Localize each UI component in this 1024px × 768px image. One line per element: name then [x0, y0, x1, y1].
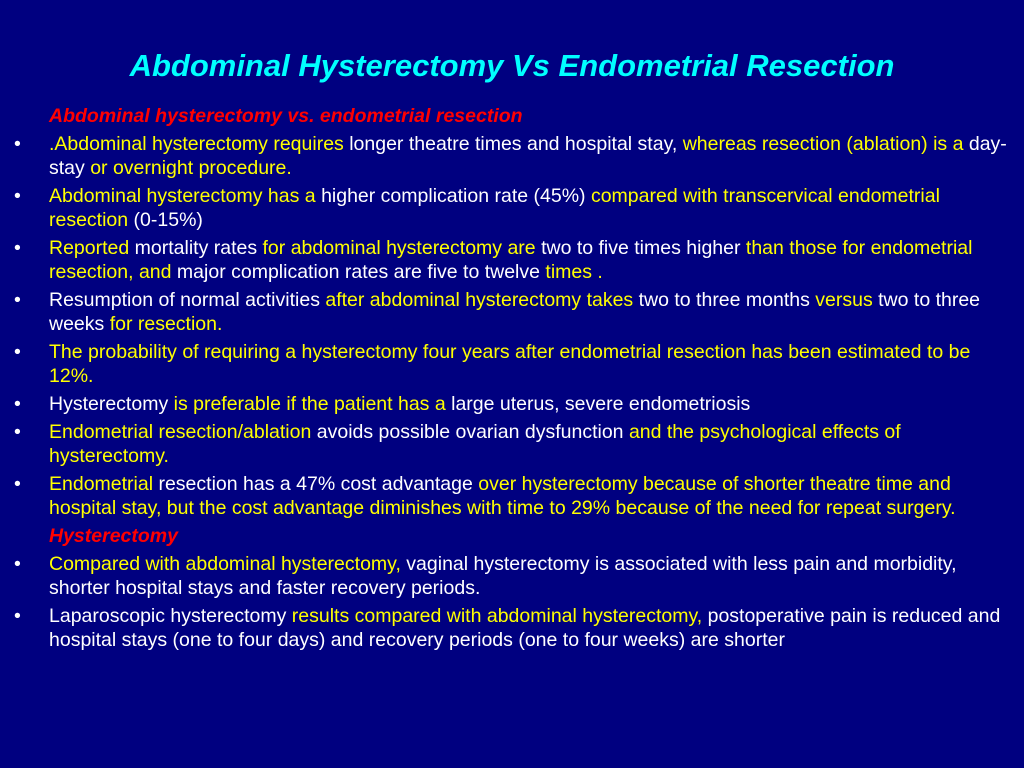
bullet-text-segment: postoperative pain is reduced and hospital stays (one to four days) and recovery periods (one to four weeks) are shorter: [49, 605, 1001, 651]
bullet-text-segment: Resumption of normal activities: [49, 289, 326, 311]
bullet-text-segment: Compared with abdominal hysterectomy,: [49, 553, 407, 575]
bullet-item: [14, 340, 1014, 388]
bullet-text-segment: Laparoscopic hysterectomy: [49, 605, 292, 627]
bullet-text-segment: avoids possible ovarian dysfunction: [316, 421, 629, 443]
section-heading: Hysterectomy: [49, 525, 178, 547]
bullet-marker: •: [14, 473, 21, 495]
bullet-text-segment: and the psychological effects of hysterectomy.: [49, 421, 901, 467]
bullet-text-segment: after abdominal hysterectomy takes: [325, 289, 639, 311]
bullet-text-segment: whereas resection (ablation) is a: [682, 133, 969, 155]
bullet-marker: •: [14, 133, 21, 155]
bullet-text-segment: Abdominal hysterectomy has a: [49, 185, 322, 207]
bullet-text-segment: .Abdominal hysterectomy requires: [49, 133, 350, 155]
bullet-text-segment: for abdominal hysterectomy are: [262, 237, 542, 259]
bullet-marker: •: [14, 289, 21, 311]
bullet-text-segment: compared with transcervical endometrial resection: [49, 185, 940, 231]
bullet-text-segment: results compared with abdominal hysterectomy,: [291, 605, 708, 627]
bullet-item: [14, 420, 1014, 468]
bullet-text-segment: times .: [545, 261, 603, 283]
bullet-text-segment: two to five times higher: [541, 237, 746, 259]
slide-content: [14, 104, 1014, 656]
bullet-text-segment: large uterus, severe endometriosis: [451, 393, 751, 415]
bullet-text-segment: than those for endometrial resection, and: [49, 237, 973, 283]
bullet-text-segment: (0-15%): [133, 209, 203, 231]
bullet-item: [14, 552, 1014, 600]
bullet-text-segment: or overnight procedure.: [90, 157, 292, 179]
bullet-item: [14, 132, 1014, 180]
bullet-text-segment: major complication rates are five to twelve: [176, 261, 546, 283]
bullet-text-segment: Endometrial: [49, 473, 159, 495]
bullet-marker: •: [14, 185, 21, 207]
bullet-item: [14, 472, 1014, 520]
bullet-text-segment: Hysterectomy: [49, 393, 174, 415]
bullet-text-segment: The probability of requiring a hysterectomy four years after endometrial resection has been estimated to be 12%.: [49, 341, 971, 387]
bullet-text-segment: Endometrial resection/ablation: [49, 421, 317, 443]
bullet-marker: •: [14, 341, 21, 363]
bullet-text-segment: for resection.: [109, 313, 223, 335]
bullet-text-segment: over hysterectomy because of shorter theatre time and hospital stay, but the cost advantage diminishes with time to 29% because of the need for repeat surgery.: [49, 473, 956, 519]
section-heading: Abdominal hysterectomy vs. endometrial resection: [49, 105, 523, 127]
bullet-text-segment: higher complication rate (45%): [321, 185, 591, 207]
bullet-item: [14, 604, 1014, 652]
bullet-text-segment: two to three months: [638, 289, 816, 311]
bullet-item: [14, 184, 1014, 232]
slide-title: Abdominal Hysterectomy Vs Endometrial Resection: [129, 48, 895, 83]
bullet-marker: •: [14, 553, 21, 575]
bullet-text-segment: day-stay: [49, 133, 1007, 179]
bullet-text-segment: vaginal hysterectomy is associated with less pain and morbidity, shorter hospital stays and faster recovery periods.: [49, 553, 957, 599]
bullet-text-segment: versus: [815, 289, 879, 311]
bullet-item: [14, 392, 1014, 416]
bullet-text-segment: mortality rates: [134, 237, 263, 259]
bullet-text-segment: is preferable if the patient has a: [173, 393, 452, 415]
bullet-marker: •: [14, 393, 21, 415]
bullet-item: [14, 288, 1014, 336]
bullet-marker: •: [14, 605, 21, 627]
bullet-marker: •: [14, 237, 21, 259]
bullet-text-segment: longer theatre times and hospital stay,: [349, 133, 683, 155]
bullet-item: [14, 236, 1014, 284]
bullet-marker: •: [14, 421, 21, 443]
bullet-text-segment: resection has a 47% cost advantage: [158, 473, 479, 495]
bullet-text-segment: Reported: [49, 237, 135, 259]
bullet-text-segment: two to three weeks: [49, 289, 981, 335]
